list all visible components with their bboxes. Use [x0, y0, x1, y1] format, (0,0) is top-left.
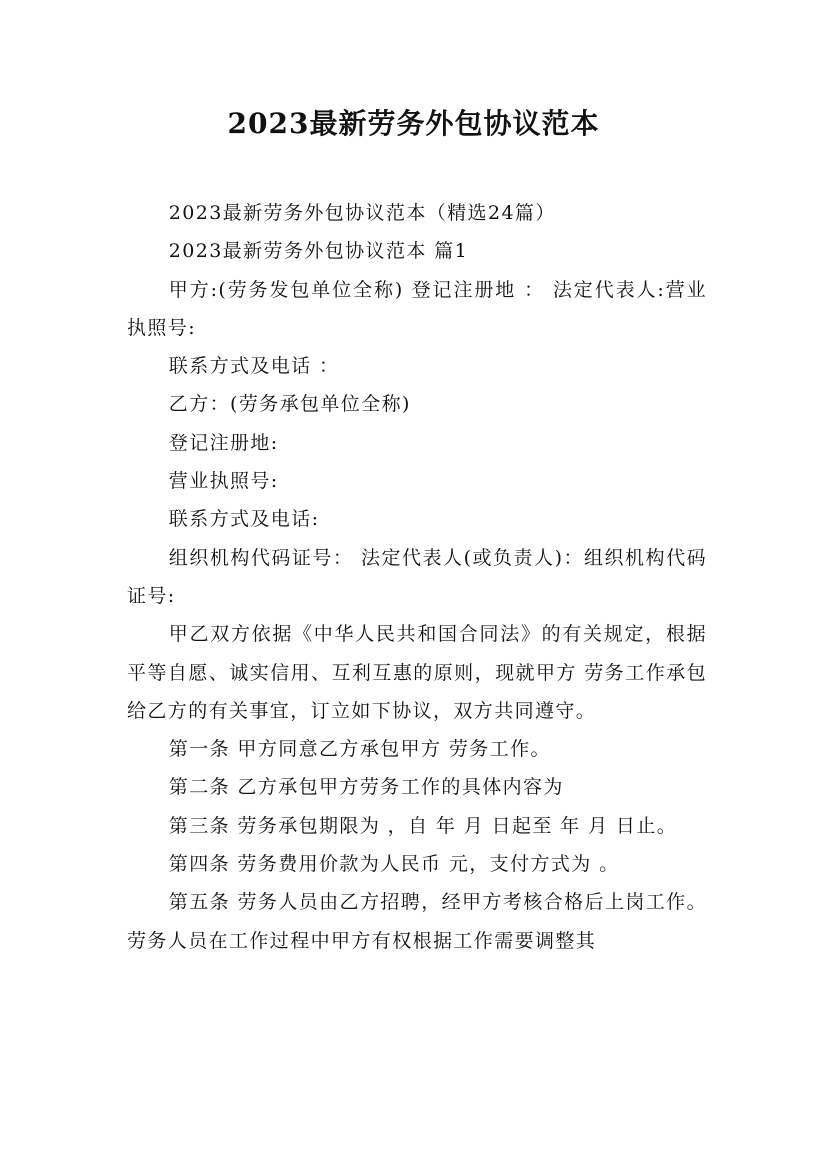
paragraph: 第五条 劳务人员由乙方招聘，经甲方考核合格后上岗工作。劳务人员在工作过程中甲方有权根据工作需要调整其	[127, 891, 707, 952]
paragraph: 第三条 劳务承包期限为 ，自 年 月 日起至 年 月 日止。	[168, 814, 678, 837]
paragraph: 甲乙双方依据《中华人民共和国合同法》的有关规定，根据平等自愿、诚实信用、互利互惠的原则，现就甲方 劳务工作承包给乙方的有关事宜，订立如下协议，双方共同遵守。	[127, 623, 707, 722]
document-title: 2023最新劳务外包协议范本	[227, 107, 600, 140]
document-body	[127, 194, 707, 960]
paragraph: 营业执照号:	[168, 470, 279, 493]
paragraph: 组织机构代码证号： 法定代表人(或负责人)：组织机构代码证号:	[127, 546, 707, 607]
paragraph: 第四条 劳务费用价款为人民币 元，支付方式为 。	[168, 853, 620, 876]
paragraph: 乙方：(劳务承包单位全称)	[168, 393, 411, 416]
paragraph: 第二条 乙方承包甲方劳务工作的具体内容为	[168, 776, 564, 799]
paragraph: 登记注册地:	[168, 431, 279, 454]
paragraph: 甲方:(劳务发包单位全称) 登记注册地 ： 法定代表人:营业执照号:	[127, 278, 707, 339]
paragraph: 联系方式及电话 ：	[168, 355, 340, 378]
paragraph: 2023最新劳务外包协议范本（精选24篇）	[168, 202, 556, 224]
paragraph: 联系方式及电话:	[168, 508, 320, 531]
paragraph: 2023最新劳务外包协议范本 篇1	[168, 240, 469, 263]
paragraph: 第一条 甲方同意乙方承包甲方 劳务工作。	[168, 738, 551, 761]
